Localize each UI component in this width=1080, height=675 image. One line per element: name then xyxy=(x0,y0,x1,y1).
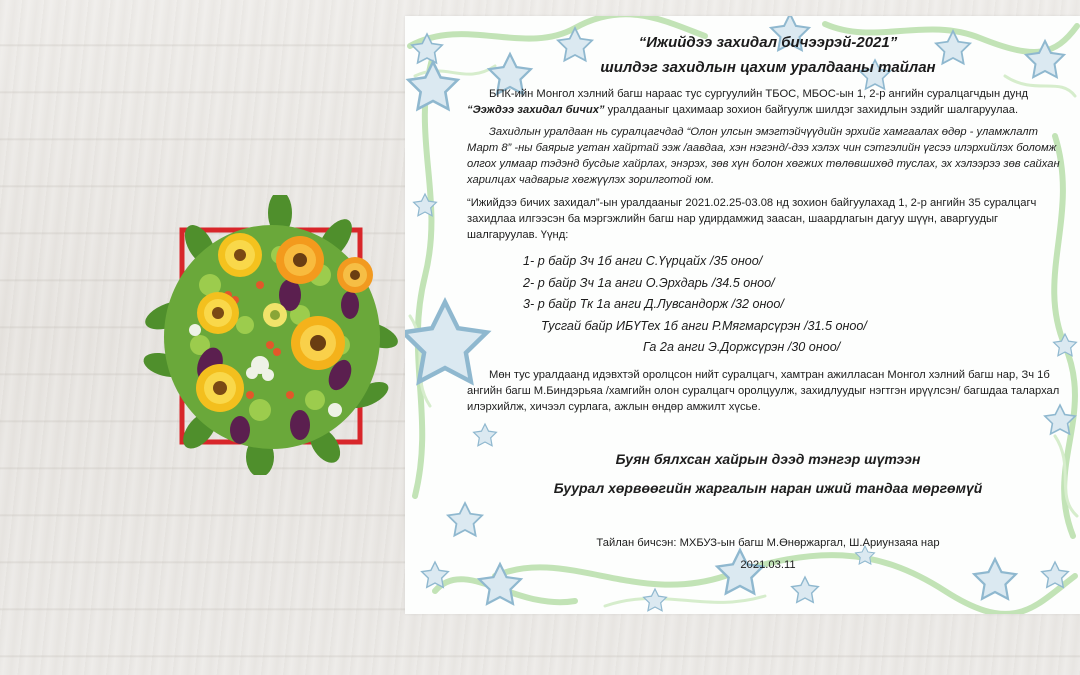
intro-text: БПК-ийн Монгол хэлний багш нараас тус сургуулийн ТБОС, МБОС-ын 1, 2-р ангийн суралцагчдын дунд xyxy=(489,88,1029,100)
report-date: 2021.03.11 xyxy=(740,558,796,571)
flower-bouquet-image xyxy=(140,195,402,475)
report-title-line1: “Ижийдээ захидал бичээрэй-2021” xyxy=(638,34,898,51)
report-content xyxy=(467,30,1069,573)
winner-3: 3- р байр Тк 1а анги Д.Лувсандорж /32 оноо/ xyxy=(523,297,784,311)
results-paragraph: “Ижийдээ бичих захидал”-ын уралдааныг 2021.02.25-03.08 нд зохион байгуулахад 1, 2-р ангийн 35 суралцагч захидлаа илгээсэн ба мэргэжлийн багш нар удирдамжид заасан, шаардлагын дагуу шүүн, аваргуудыг шалгаруулав. Үүнд: xyxy=(467,197,1037,241)
poem-line-1: Буян бялхсан хайрын дээд тэнгэр шүтээн xyxy=(615,450,921,467)
signature: Тайлан бичсэн: МХБУЗ-ын багш М.Өнөржаргал, Ш.Ариунзаяа нар xyxy=(596,536,940,549)
winner-special-2: Га 2а анги Э.Доржсүрэн /30 оноо/ xyxy=(643,340,841,354)
report-card xyxy=(405,16,1080,614)
report-title-line2: шилдэг захидлын цахим уралдааны тайлан xyxy=(600,59,936,76)
intro-paragraph xyxy=(467,86,1069,118)
winner-2: 2- р байр Зч 1а анги О.Эрхдарь /34.5 оноо/ xyxy=(523,275,775,290)
thanks-paragraph: Мөн тус уралдаанд идэвхтэй оролцсон нийт суралцагч, хамтран ажилласан Монгол хэлний багш нар, Зч 1б ангийн багш М.Биндэрьяа /хамгийн олон суралцагч оролцуулж, захидлуудыг нэгтгэн ирүүлсэн/ багшдаа талархал илэрхийлж, хичээл сурлага, ажлын өндөр амжилт хүсье. xyxy=(467,368,1060,413)
winner-special: Тусгай байр ИБҮТех 1б анги Р.Мягмарсүрэн /31.5 оноо/ xyxy=(541,318,867,333)
poem xyxy=(467,445,1069,503)
purpose-paragraph: Захидлын уралдаан нь суралцагчдад “Олон улсын эмэгтэйчүүдийн эрхийг хамгаалах өдөр - уламжлалт Март 8” -ны баярыг угтан хайртай ээж /аавдаа, хэн нэгэнд/-дээ хэлэх чин сэтгэлийн үгсээ илэрхийлэх боломж олгох улмаар тэдэнд бусдыг хайрлах, энэрэх, зөв хүн болон хөгжих төлөвшихөд туслах, эх хэлээрээ зөв сайхан харилцах чадварыг хөгжүүлэх зорилготой юм. xyxy=(467,126,1060,186)
poem-line-2: Буурал хөрвөөгийн жаргалын наран ижий тандаа мөргөмүй xyxy=(553,479,983,496)
winner-1: 1- р байр Зч 1б анги С.Үүрцайх /35 оноо/ xyxy=(523,254,763,268)
winners-list xyxy=(467,251,1069,359)
contest-name: “Ээждээ захидал бичих” xyxy=(467,104,605,116)
intro-text-end: уралдааныг цахимаар зохион байгуулж шилдэг захидлын эздийг шалгаруулаа. xyxy=(604,104,1019,116)
